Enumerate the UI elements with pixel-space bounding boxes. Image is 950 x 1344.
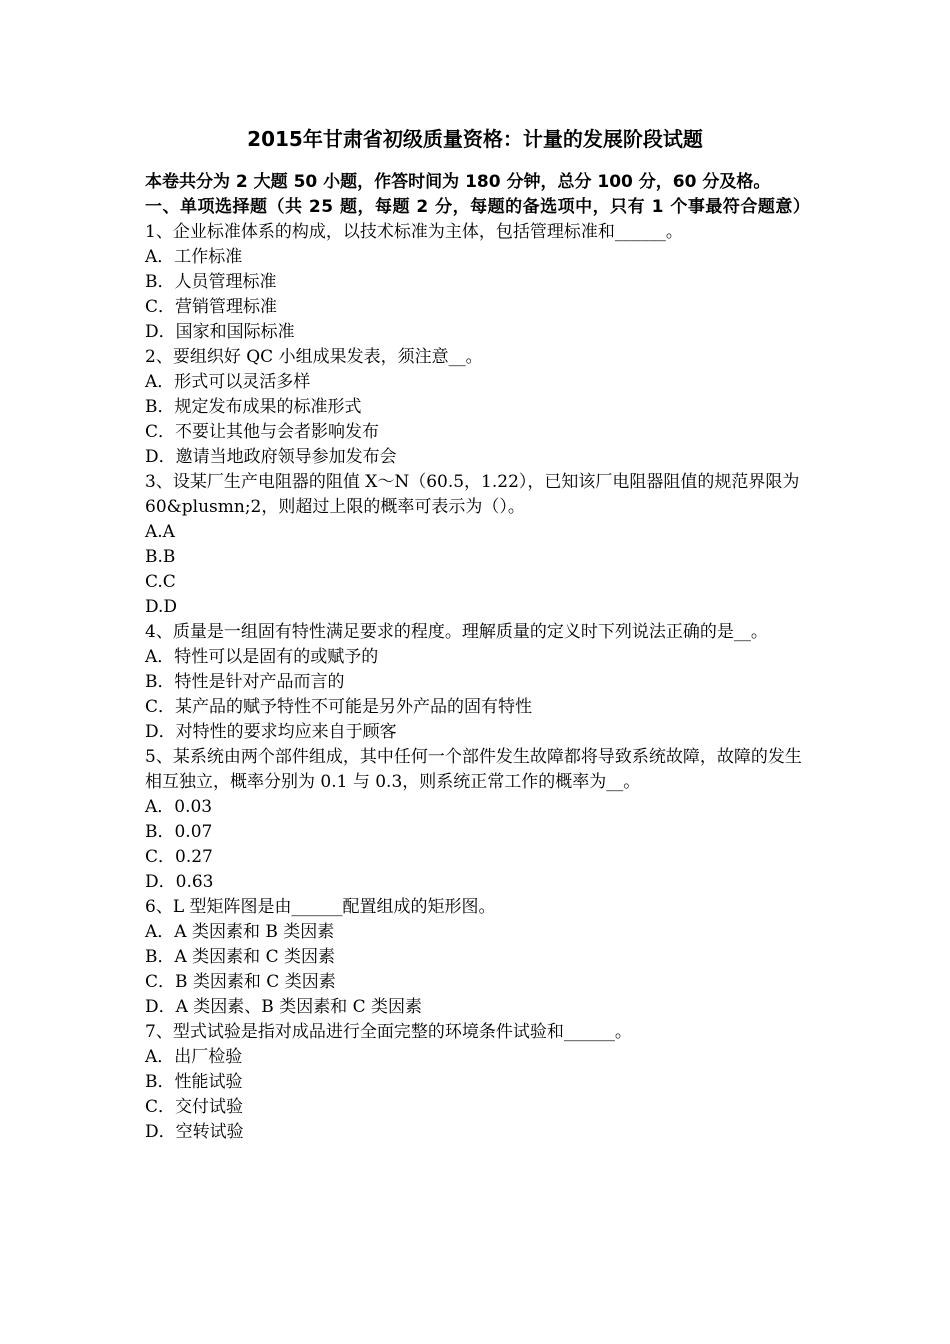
- question-stem: 4、质量是一组固有特性满足要求的程度。理解质量的定义时下列说法正确的是__。: [145, 622, 768, 642]
- option-c: C．不要让其他与会者影响发布: [145, 422, 380, 442]
- option-a: A．形式可以灵活多样: [145, 372, 311, 392]
- option-a: A.A: [145, 522, 175, 542]
- option-b: B．A 类因素和 C 类因素: [145, 947, 335, 967]
- option-c: C.C: [145, 572, 176, 592]
- question-3: [145, 470, 810, 620]
- question-stem: 5、某系统由两个部件组成，其中任何一个部件发生故障都将导致系统故障，故障的发生相互独立，概率分别为 0.1 与 0.3，则系统正常工作的概率为__。: [145, 747, 802, 792]
- question-stem: 7、型式试验是指对成品进行全面完整的环境条件试验和______。: [145, 1022, 632, 1042]
- option-a: A．A 类因素和 B 类因素: [145, 922, 335, 942]
- option-d: D．对特性的要求均应来自于顾客: [145, 722, 397, 742]
- document-body: [145, 170, 810, 1145]
- option-b: B．特性是针对产品而言的: [145, 672, 345, 692]
- question-stem: 3、设某厂生产电阻器的阻值 X～N（60.5，1.22），已知该厂电阻器阻值的规范界限为 60&plusmn;2，则超过上限的概率可表示为（）。: [145, 472, 800, 517]
- option-d: D．邀请当地政府领导参加发布会: [145, 447, 397, 467]
- option-d: D．空转试验: [145, 1122, 244, 1142]
- option-d: D.D: [145, 597, 178, 617]
- option-b: B．0.07: [145, 822, 213, 842]
- option-c: C．某产品的赋予特性不可能是另外产品的固有特性: [145, 697, 533, 717]
- option-b: B．人员管理标准: [145, 272, 277, 292]
- question-2: [145, 345, 810, 470]
- document-title: 2015年甘肃省初级质量资格：计量的发展阶段试题: [247, 127, 703, 151]
- option-b: B．性能试验: [145, 1072, 243, 1092]
- option-a: A．出厂检验: [145, 1047, 243, 1067]
- question-stem: 1、企业标准体系的构成，以技术标准为主体，包括管理标准和______。: [145, 222, 683, 242]
- option-a: A．特性可以是固有的或赋予的: [145, 647, 379, 667]
- question-1: [145, 220, 810, 345]
- question-stem: 6、L 型矩阵图是由______配置组成的矩形图。: [145, 897, 496, 917]
- question-6: [145, 895, 810, 1020]
- option-b: B．规定发布成果的标准形式: [145, 397, 362, 417]
- option-b: B.B: [145, 547, 176, 567]
- option-a: A．工作标准: [145, 247, 243, 267]
- question-stem: 2、要组织好 QC 小组成果发表，须注意__。: [145, 347, 483, 367]
- question-5: [145, 745, 810, 895]
- section-heading: 一、单项选择题（共 25 题，每题 2 分，每题的备选项中，只有 1 个事最符合题意）: [145, 197, 811, 217]
- option-c: C．交付试验: [145, 1097, 244, 1117]
- option-d: D．A 类因素、B 类因素和 C 类因素: [145, 997, 423, 1017]
- option-c: C．B 类因素和 C 类因素: [145, 972, 336, 992]
- exam-intro: 本卷共分为 2 大题 50 小题，作答时间为 180 分钟，总分 100 分，60 分及格。: [145, 172, 771, 192]
- option-c: C．0.27: [145, 847, 213, 867]
- question-7: [145, 1020, 810, 1145]
- option-d: D．国家和国际标准: [145, 322, 295, 342]
- question-4: [145, 620, 810, 745]
- option-c: C．营销管理标准: [145, 297, 278, 317]
- option-a: A．0.03: [145, 797, 213, 817]
- option-d: D．0.63: [145, 872, 214, 892]
